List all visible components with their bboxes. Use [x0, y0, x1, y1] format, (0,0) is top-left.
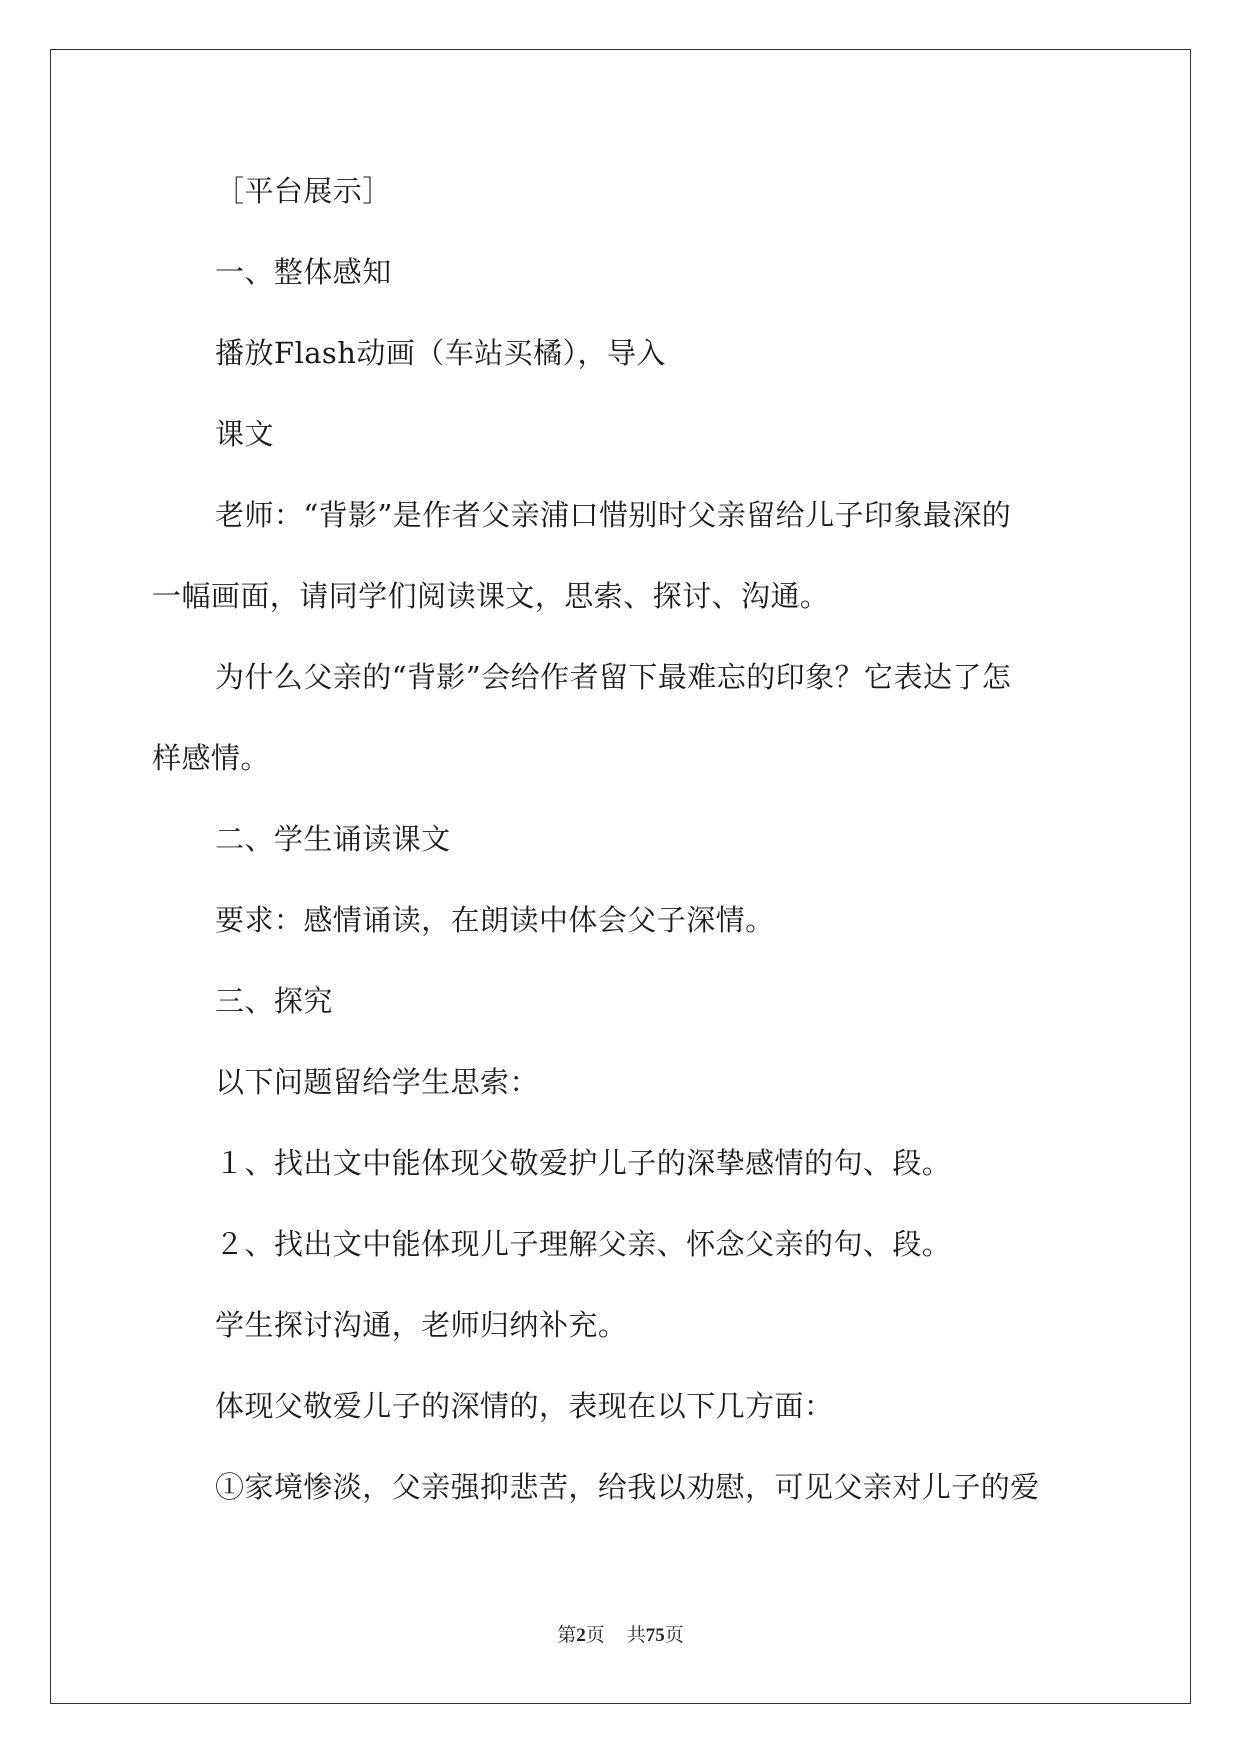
footer-page-total: 75	[645, 1625, 665, 1646]
page-border	[50, 49, 1191, 1704]
list-item-question-2: ２、找出文中能体现儿子理解父亲、怀念父亲的句、段。	[215, 1227, 952, 1261]
text-line-flash-animation: 播放Flash动画（车站买橘），导入	[215, 336, 666, 370]
page-footer	[0, 1626, 1241, 1645]
text-line-questions-intro: 以下问题留给学生思索：	[215, 1065, 539, 1099]
text-line-lesson: 课文	[215, 417, 274, 451]
heading-student-reading: 二、学生诵读课文	[215, 822, 451, 856]
footer-total-prefix: 共	[626, 1624, 646, 1646]
text-line-teacher-intro-cont: 一幅画面，请同学们阅读课文，思索、探讨、沟通。	[152, 579, 830, 613]
text-line-discussion: 学生探讨沟通，老师归纳补充。	[215, 1308, 628, 1342]
footer-total-suffix: 页	[664, 1624, 684, 1646]
heading-overall-perception: 一、整体感知	[215, 255, 392, 289]
text-line-aspects-intro: 体现父敬爱儿子的深情的，表现在以下几方面：	[215, 1389, 834, 1423]
text-line-platform-display: ［平台展示］	[215, 174, 392, 208]
footer-page-current: 2	[576, 1625, 586, 1646]
text-line-question-cont: 样感情。	[152, 741, 270, 775]
text-line-teacher-intro: 老师：“背影”是作者父亲浦口惜别时父亲留给儿子印象最深的	[215, 498, 1012, 532]
text-line-requirement: 要求：感情诵读，在朗读中体会父子深情。	[215, 903, 775, 937]
list-item-aspect-1: ①家境惨淡，父亲强抑悲苦，给我以劝慰，可见父亲对儿子的爱	[215, 1470, 1040, 1504]
footer-page-suffix: 页	[585, 1624, 605, 1646]
list-item-question-1: １、找出文中能体现父敬爱护儿子的深挚感情的句、段。	[215, 1146, 952, 1180]
footer-page-prefix: 第	[557, 1624, 577, 1646]
heading-explore: 三、探究	[215, 984, 333, 1018]
text-line-question: 为什么父亲的“背影”会给作者留下最难忘的印象？它表达了怎	[215, 660, 1012, 694]
